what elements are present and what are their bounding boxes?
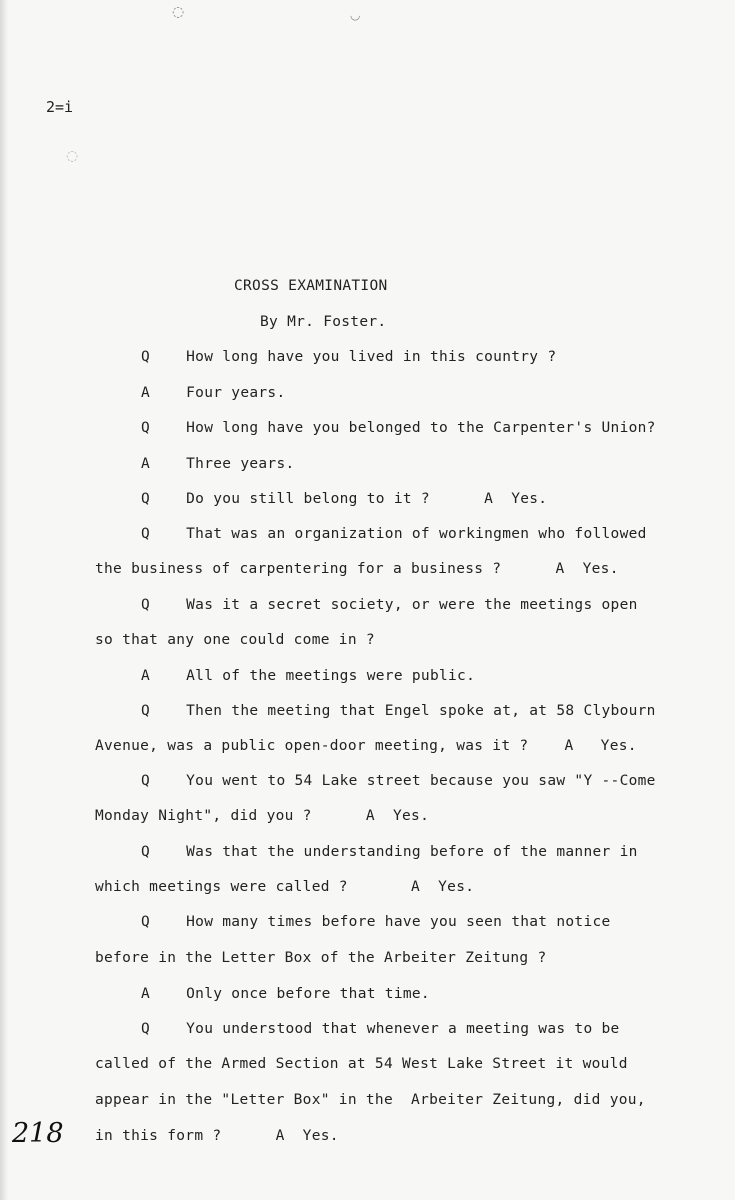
- transcript-line: Q How long have you belonged to the Carpenter's Union?: [141, 420, 656, 436]
- transcript-line: Q Was it a secret society, or were the meetings open: [141, 597, 638, 613]
- transcript-line: Q You went to 54 Lake street because you saw "Y --Come: [141, 773, 656, 789]
- transcript-line: Avenue, was a public open-door meeting, was it ? A Yes.: [95, 738, 637, 754]
- transcript-line: Monday Night", did you ? A Yes.: [95, 808, 430, 824]
- transcript-line: so that any one could come in ?: [95, 632, 375, 648]
- transcript-line: A All of the meetings were public.: [141, 668, 476, 684]
- transcript-line: Q How many times before have you seen that notice: [141, 914, 611, 930]
- transcript-line: Q Do you still belong to it ? A Yes.: [141, 491, 548, 507]
- page-edge-shadow: [0, 0, 8, 1200]
- transcript-line: Q You understood that whenever a meeting was to be: [141, 1021, 620, 1037]
- transcript-line: Q Was that the understanding before of the manner in: [141, 844, 638, 860]
- faint-mark: ◌: [66, 148, 79, 164]
- section-title: CROSS EXAMINATION: [234, 278, 388, 294]
- handwritten-page-number: 218: [12, 1118, 64, 1149]
- transcript-line: A Four years.: [141, 385, 286, 401]
- transcript-line: Q That was an organization of workingmen who followed: [141, 526, 647, 542]
- transcript-line: Q How long have you lived in this country ?: [141, 349, 557, 365]
- punch-mark: ◡: [350, 8, 361, 22]
- page-reference: 2=i: [46, 98, 74, 116]
- transcript-line: called of the Armed Section at 54 West Lake Street it would: [95, 1056, 628, 1072]
- transcript-line: A Three years.: [141, 456, 295, 472]
- transcript-line: which meetings were called ? A Yes.: [95, 879, 475, 895]
- transcript-line: Q Then the meeting that Engel spoke at, at 58 Clybourn: [141, 703, 656, 719]
- punch-mark: ◌: [172, 4, 185, 20]
- transcript-line: A Only once before that time.: [141, 986, 430, 1002]
- transcript-line: appear in the "Letter Box" in the Arbeiter Zeitung, did you,: [95, 1092, 646, 1108]
- transcript-line: in this form ? A Yes.: [95, 1128, 339, 1144]
- examiner-line: By Mr. Foster.: [260, 314, 387, 330]
- transcript-line: the business of carpentering for a business ? A Yes.: [95, 561, 619, 577]
- transcript-line: before in the Letter Box of the Arbeiter Zeitung ?: [95, 950, 547, 966]
